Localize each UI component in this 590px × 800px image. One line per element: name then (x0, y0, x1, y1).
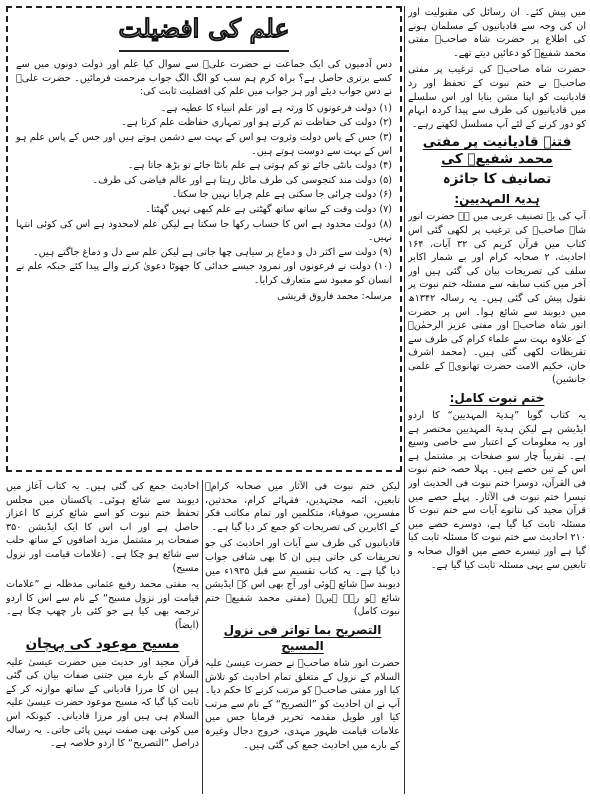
article-point: (۱۰) دولت نے فرعونوں اور نمرود جیسے خدائی کا جھوٹا دعویٰ کرنے والے پیدا کئے جبکہ علم نے انسان کو معبود سے متعارف کرایا۔ (16, 261, 392, 286)
right-intro: میں پیش کئے۔ ان رسائل کی مقبولیت اور ان کی وجہ سے قادیانیوں کے مسلمان ہونے کی اطلاع پر حضرت شاہ صاحبؒ مفتی محمد شفیعؒ کو دعائیں دیتے تھے۔ (408, 7, 586, 59)
article-signature-row (16, 290, 392, 304)
left-paragraph-3: قرآن مجید اور حدیث میں حضرت عیسیٰ علیہ السلام کے بارے میں جتنی صفات بیان کی گئی ہیں ان کا مرزا قادیانی کے ساتھ موازنہ کر کے ثابت کیا گیا کہ مسیح موعود حضرت عیسیٰ علیہ السلام ہی ہیں اور مرزا قادیانی۔ کیونکہ اس میں کوئی بھی صفت نہیں پائی جاتی۔ یہ رسالہ دراصل ”التصریح“ کا اردو خلاصہ ہے۔ (6, 656, 199, 750)
article-point: (۶) دولت چرائی جا سکتی ہے علم چرایا نہیں جا سکتا۔ (171, 189, 392, 201)
article-signature: مرسلہ: محمد فاروق قریشی (277, 290, 392, 302)
paragraph-hadiya: آپ کی یہ تصنیف عربی میں ہے حضرت انور شاہ صاحبؒ کی ترغیب پر لکھی گئی اس کتاب میں قرآن کریم کی ۳۲ آیات، ۱۶۴ احادیث، ۲ صحابہ کرام اور بے شمار اکابر سلف کی تصریحات بیان کی گئی ہیں اور آخر میں کتب سابقہ سے مسئلہ ختم نبوت پر نقول پیش کی گئی ہیں۔ یہ رسالہ ۱۳۴۲ھ میں دیوبند سے شائع ہوا۔ اس پر حضرت انور شاہ صاحبؒ اور مفتی عزیز الرحمٰنؒ کے علاوہ بہت سے علماء کرام کی طرف سے تقریظات لکھی گئی ہیں۔ (محمد اشرف خان، حکیم الامت حضرت تھانویؒ کے علمی جانشین) (408, 211, 586, 386)
middle-paragraph-1: لیکن ختم نبوت فی الآثار میں صحابہ کرامؓ تابعین، ائمہ مجتہدین، فقہائے کرام، محدثین، مفسرین، صوفیاء، متکلمین اور تمام مکاتب فکر کے اکابرین کی تصریحات کو جمع کر دیا گیا ہے۔ (205, 481, 400, 533)
left-column (6, 480, 199, 794)
subheading-tasreeh: التصریح بما تواتر فی نزول المسیح (223, 622, 382, 653)
left-paragraph-2: یہ مفتی محمد رفیع عثمانی مدظلہ نے ”علامات قیامت اور نزول مسیح“ کے نام سے اس کا اردو ترجمہ بھی کیا ہے جو کئی بار چھپ چکا ہے۔ (ایضاً) (6, 579, 199, 631)
section-heading-books-2: تصانیف کا جائزہ (442, 171, 552, 188)
column-divider-left (202, 480, 203, 794)
right-intro-2: حضرت شاہ صاحبؒ کی ترغیب پر مفتی صاحبؒ نے ختم نبوت کے تحفظ اور رد قادیانیت کو اپنا مشن بنایا اور اس سلسلے میں قادیانیوں کی طرف سے پیدا کردہ ابہام کو دور کرنے کے لئے آپ مسلسل لکھتے رہے۔ (408, 64, 586, 130)
left-paragraph-1: احادیث جمع کی گئی ہیں۔ یہ کتاب آغاز میں دیوبند سے شائع ہوئی۔ پاکستان میں مجلس تحفظ ختم نبوت کو اسے شائع کرنے کا اعزاز حاصل ہے اور اب اس کا ایک ایڈیشن ۳۵۰ صفحات پر مشتمل مزید اضافوں کے ساتھ حلب سے شائع ہو چکا ہے۔ (علامات قیامت اور نزول مسیح) (6, 481, 199, 574)
article-point: (۹) دولت سے اکثر دل و دماغ پر سیاہی چھا جاتی ہے لیکن علم سے دل و دماغ جاگتے ہیں۔ (32, 246, 392, 258)
article-title: علم کی افضیلت (118, 14, 290, 43)
article-points (16, 102, 392, 288)
paragraph-khatm-nabuwwat: یہ کتاب گویا ”ہدیۃ المہدیین“ کا اردو ایڈیشن ہے لیکن ہدیۃ المہدیین مختصر ہے اور یہ معلومات کے اعتبار سے خاصی وسیع ہے۔ تقریباً چار سو صفحات پر مشتمل ہے اس کے تین حصے ہیں۔ پہلا حصہ ختم نبوت فی القرآن، دوسرا ختم نبوت فی الحدیث اور تیسرا ختم نبوت فی الآثار۔ پہلے حصے میں قرآن مجید کی ننانوے آیات سے ختم نبوت کا مسئلہ ثابت کیا گیا ہے، دوسرے حصے میں ۲۱۰ احادیث سے ختم نبوت کا مسئلہ ثابت کیا گیا ہے اور تیسرے حصے میں اقوال صحابہ و تابعین سے یہی مسئلہ ثابت کیا گیا ہے۔ (408, 410, 586, 571)
subheading-maseeh-mauood: مسیح موعود کی پہچان (25, 635, 180, 652)
article-box (6, 6, 402, 472)
middle-paragraph-3: حضرت انور شاہ صاحبؒ نے حضرت عیسیٰ علیہ السلام کے نزول کے متعلق تمام احادیث کو تلاش کیا اور مفتی صاحبؒ کو مرتب کرنے کا حکم دیا۔ آپ نے ان احادیث کو ”التصریح“ کے نام سے مرتب کیا اور طویل مقدمہ تحریر فرمایا جس میں علامات قیامت ظہور مہدی، خروج دجال وغیرہ کے بارے میں احادیث جمع کی گئی ہیں۔ (205, 657, 400, 751)
article-title-wrap (16, 12, 392, 46)
middle-column (205, 480, 400, 794)
right-column (408, 6, 586, 794)
article-point: (۴) دولت بانٹی جائے تو کم ہوتی ہے علم بانٹا جائے تو بڑھ جاتا ہے۔ (127, 160, 392, 172)
section-heading-books: فتنۂ قادیانیت پر مفتی محمد شفیعؒ کی (422, 134, 572, 168)
column-divider-right (404, 6, 405, 794)
article-point: (۱) دولت فرعونوں کا ورثہ ہے اور علم انبیاء کا عطیہ ہے۔ (160, 102, 392, 114)
title-underline (119, 50, 289, 52)
article-intro: دس آدمیوں کی ایک جماعت نے حضرت علیؓ سے سوال کیا علم اور دولت دونوں میں سے کسے برتری حاصل ہے؟ براہ کرم ہم سب کو الگ الگ جواب مرحمت فرمائیں۔ حضرت علیؓ نے دس جواب دیئے اور ہر جواب میں علم کی افضلیت ثابت کی: (16, 59, 392, 98)
subheading-khatm-nabuwwat: ختم نبوت کامل: (449, 391, 545, 406)
subheading-hadiya: ہدیۃ المہدیین: (454, 192, 540, 207)
middle-paragraph-2: قادیانیوں کی طرف سے آیات اور احادیث کی جو تحریفات کی جاتی ہیں ان کا بھی شافی جواب دیا گیا ہے۔ یہ کتاب تقسیم سے قبل ۱۹۳۵ء میں دیوبند سے شائع ہوئی اور آج بھی اس کے ایڈیشن شائع ہو رہے ہیں۔ (مفتی محمد شفیعؒ ختم نبوت کامل) (205, 538, 400, 618)
article-point: (۳) جس کے پاس دولت وثروت ہو اس کے بہت سے دشمن ہوتے ہیں اور جس کے پاس علم ہو اس کے بہت سے دوست ہوتے ہیں۔ (16, 131, 392, 157)
article-point: (۸) دولت محدود ہے اس کا حساب رکھا جا سکتا ہے لیکن علم لامحدود ہے اس کی کوئی انتہا نہیں۔ (16, 218, 392, 244)
article-point: (۲) دولت کی حفاظت تم کرتے ہو اور تمہاری حفاظت علم کرتا ہے۔ (121, 117, 392, 129)
article-point: (۷) دولت وقت کے ساتھ ساتھ گھٹتی ہے علم کبھی نہیں گھٹتا۔ (145, 203, 392, 215)
article-point: (۵) دولت مند کنجوسی کی طرف مائل رہتا ہے اور عالم فیاضی کی طرف۔ (92, 174, 392, 186)
